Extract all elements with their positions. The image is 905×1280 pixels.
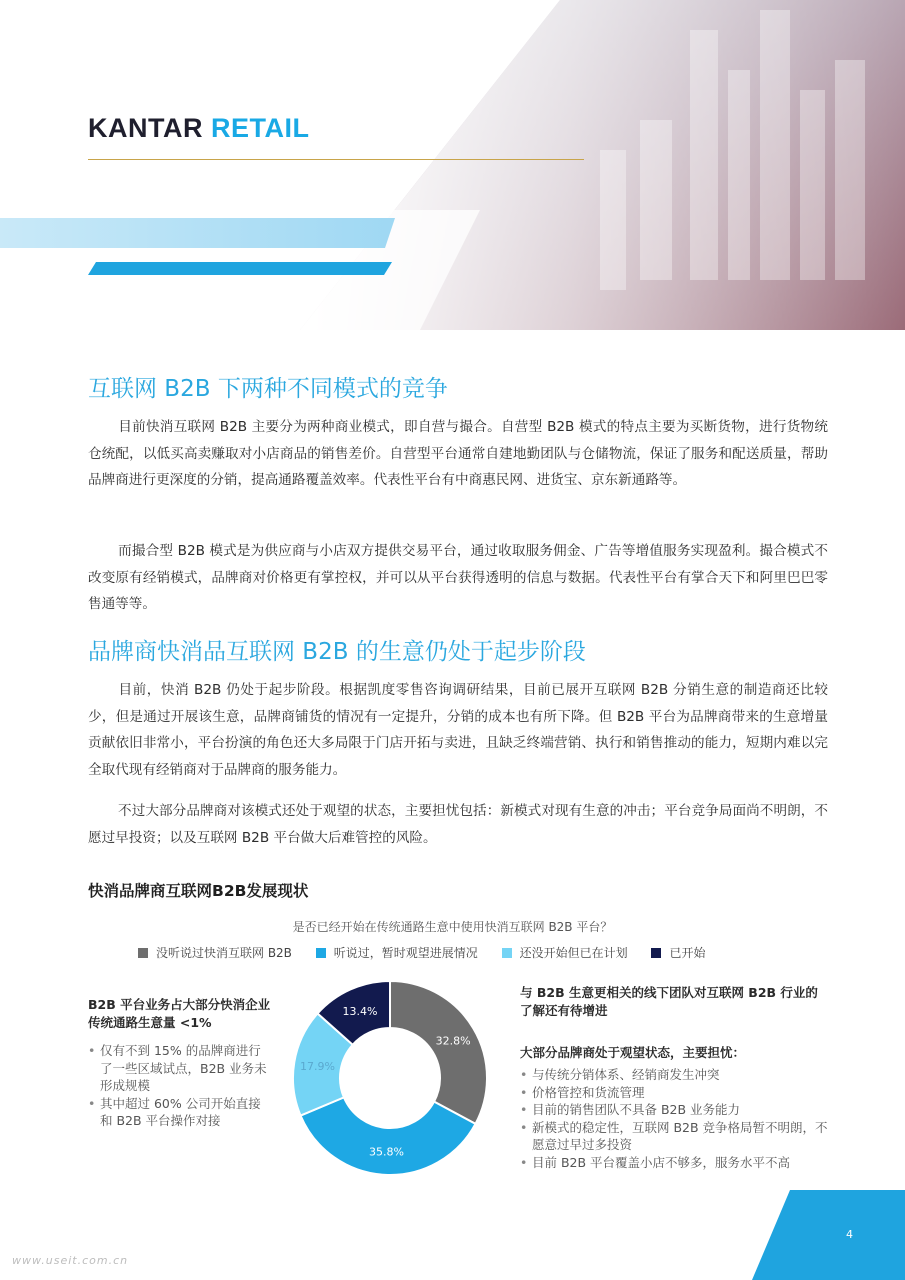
- page-number: 4: [846, 1228, 853, 1241]
- figure-title: 快消品牌商互联网B2B发展现状: [88, 882, 309, 900]
- section1-paragraph-1: 目前快消互联网 B2B 主要分为两种商业模式，即自营与撮合。自营型 B2B 模式的特点主要为买断货物，进行货物统仓统配，以低买高卖赚取对小店商品的销售差价。自营型平台通常自建地勤团队与仓储物流，保证了服务和配送质量，帮助品牌商进行更深度的分销，提高通路覆盖效率。代表性平台有中商惠民网、进货宝、京东新通路等。: [88, 419, 828, 488]
- right-callout-list: [520, 1066, 830, 1171]
- slice-watching: [301, 1097, 476, 1175]
- right-bullet-3: • 目前的销售团队不具备 B2B 业务能力: [520, 1101, 830, 1119]
- section-heading-2: 品牌商快消品互联网 B2B 的生意仍处于起步阶段: [88, 639, 586, 665]
- header-gold-rule: [88, 159, 584, 160]
- right-bullet-5: • 目前 B2B 平台覆盖小店不够多，服务水平不高: [520, 1154, 830, 1172]
- header-banner: [0, 0, 905, 335]
- header-accent-stripe: [88, 262, 392, 275]
- section2-paragraph-2: 不过大部分品牌商对该模式还处于观望的状态，主要担忧包括：新模式对现有生意的冲击；平台竞争局面尚不明朗，不愿过早投资；以及互联网 B2B 平台做大后难管控的风险。: [88, 803, 828, 846]
- right-bullet-2: • 价格管控和货流管理: [520, 1084, 830, 1102]
- kantar-retail-logo: [88, 113, 310, 144]
- left-callout-list: [88, 1042, 273, 1130]
- logo-kantar: KANTAR: [88, 113, 203, 143]
- legend-item-1: 没听说过快消互联网 B2B: [138, 944, 292, 961]
- header-blue-band: [0, 218, 395, 248]
- right-callout-heading-2: 大部分品牌商处于观望状态，主要担忧：: [520, 1045, 746, 1060]
- legend-swatch-1: [138, 948, 148, 958]
- slice-label-2: 35.8%: [369, 1145, 405, 1159]
- watermark: www.useit.com.cn: [12, 1254, 129, 1267]
- right-bullet-4: • 新模式的稳定性，互联网 B2B 竞争格局暂不明朗，不愿意过早过多投资: [520, 1119, 830, 1154]
- section2-paragraph-1: 目前，快消 B2B 仍处于起步阶段。根据凯度零售咨询调研结果，目前已展开互联网 B2B 分销生意的制造商还比较少，但是通过开展该生意，品牌商铺货的情况有一定提升，分销的成本也有所下降。但 B2B 平台为品牌商带来的生意增量贡献依旧非常小，平台扮演的角色还大多局限于门店开拓与卖进，且缺乏终端营销、执行和销售推动的能力，短期内难以完全取代现有经销商对于品牌商的服务能力。: [88, 682, 828, 778]
- donut-chart: [280, 975, 500, 1180]
- slice-not-heard: [390, 981, 487, 1124]
- legend-swatch-2: [316, 948, 326, 958]
- left-callout-heading: B2B 平台业务占大部分快消企业传统通路生意量 <1%: [88, 997, 271, 1030]
- legend-item-4: 已开始: [651, 944, 705, 961]
- legend-swatch-4: [651, 948, 661, 958]
- section-heading-1: 互联网 B2B 下两种不同模式的竞争: [88, 376, 448, 402]
- chart-legend: [138, 944, 725, 961]
- logo-retail: RETAIL: [211, 113, 310, 143]
- slice-label-3: 17.9%: [300, 1059, 335, 1073]
- slice-label-1: 32.8%: [435, 1034, 471, 1048]
- section1-paragraph-2: 而撮合型 B2B 模式是为供应商与小店双方提供交易平台，通过收取服务佣金、广告等增值服务实现盈利。撮合模式不改变原有经销模式，品牌商对价格更有掌控权，并可以从平台获得透明的信息与数据。代表性平台有掌合天下和阿里巴巴零售通等等。: [88, 543, 828, 612]
- right-callout-heading-1: 与 B2B 生意更相关的线下团队对互联网 B2B 行业的了解还有待增进: [520, 985, 818, 1018]
- right-bullet-1: • 与传统分销体系、经销商发生冲突: [520, 1066, 830, 1084]
- legend-item-3: 还没开始但已在计划: [502, 944, 628, 961]
- legend-swatch-3: [502, 948, 512, 958]
- left-bullet-2: • 其中超过 60% 公司开始直接和 B2B 平台操作对接: [88, 1095, 273, 1130]
- left-bullet-1: • 仅有不到 15% 的品牌商进行了一些区域试点，B2B 业务未形成规模: [88, 1042, 273, 1095]
- chart-question: 是否已经开始在传统通路生意中使用快消互联网 B2B 平台？: [292, 920, 613, 934]
- legend-item-2: 听说过，暂时观望进展情况: [316, 944, 478, 961]
- footer-graphic: [0, 1190, 905, 1280]
- slice-label-4: 13.4%: [342, 1004, 378, 1018]
